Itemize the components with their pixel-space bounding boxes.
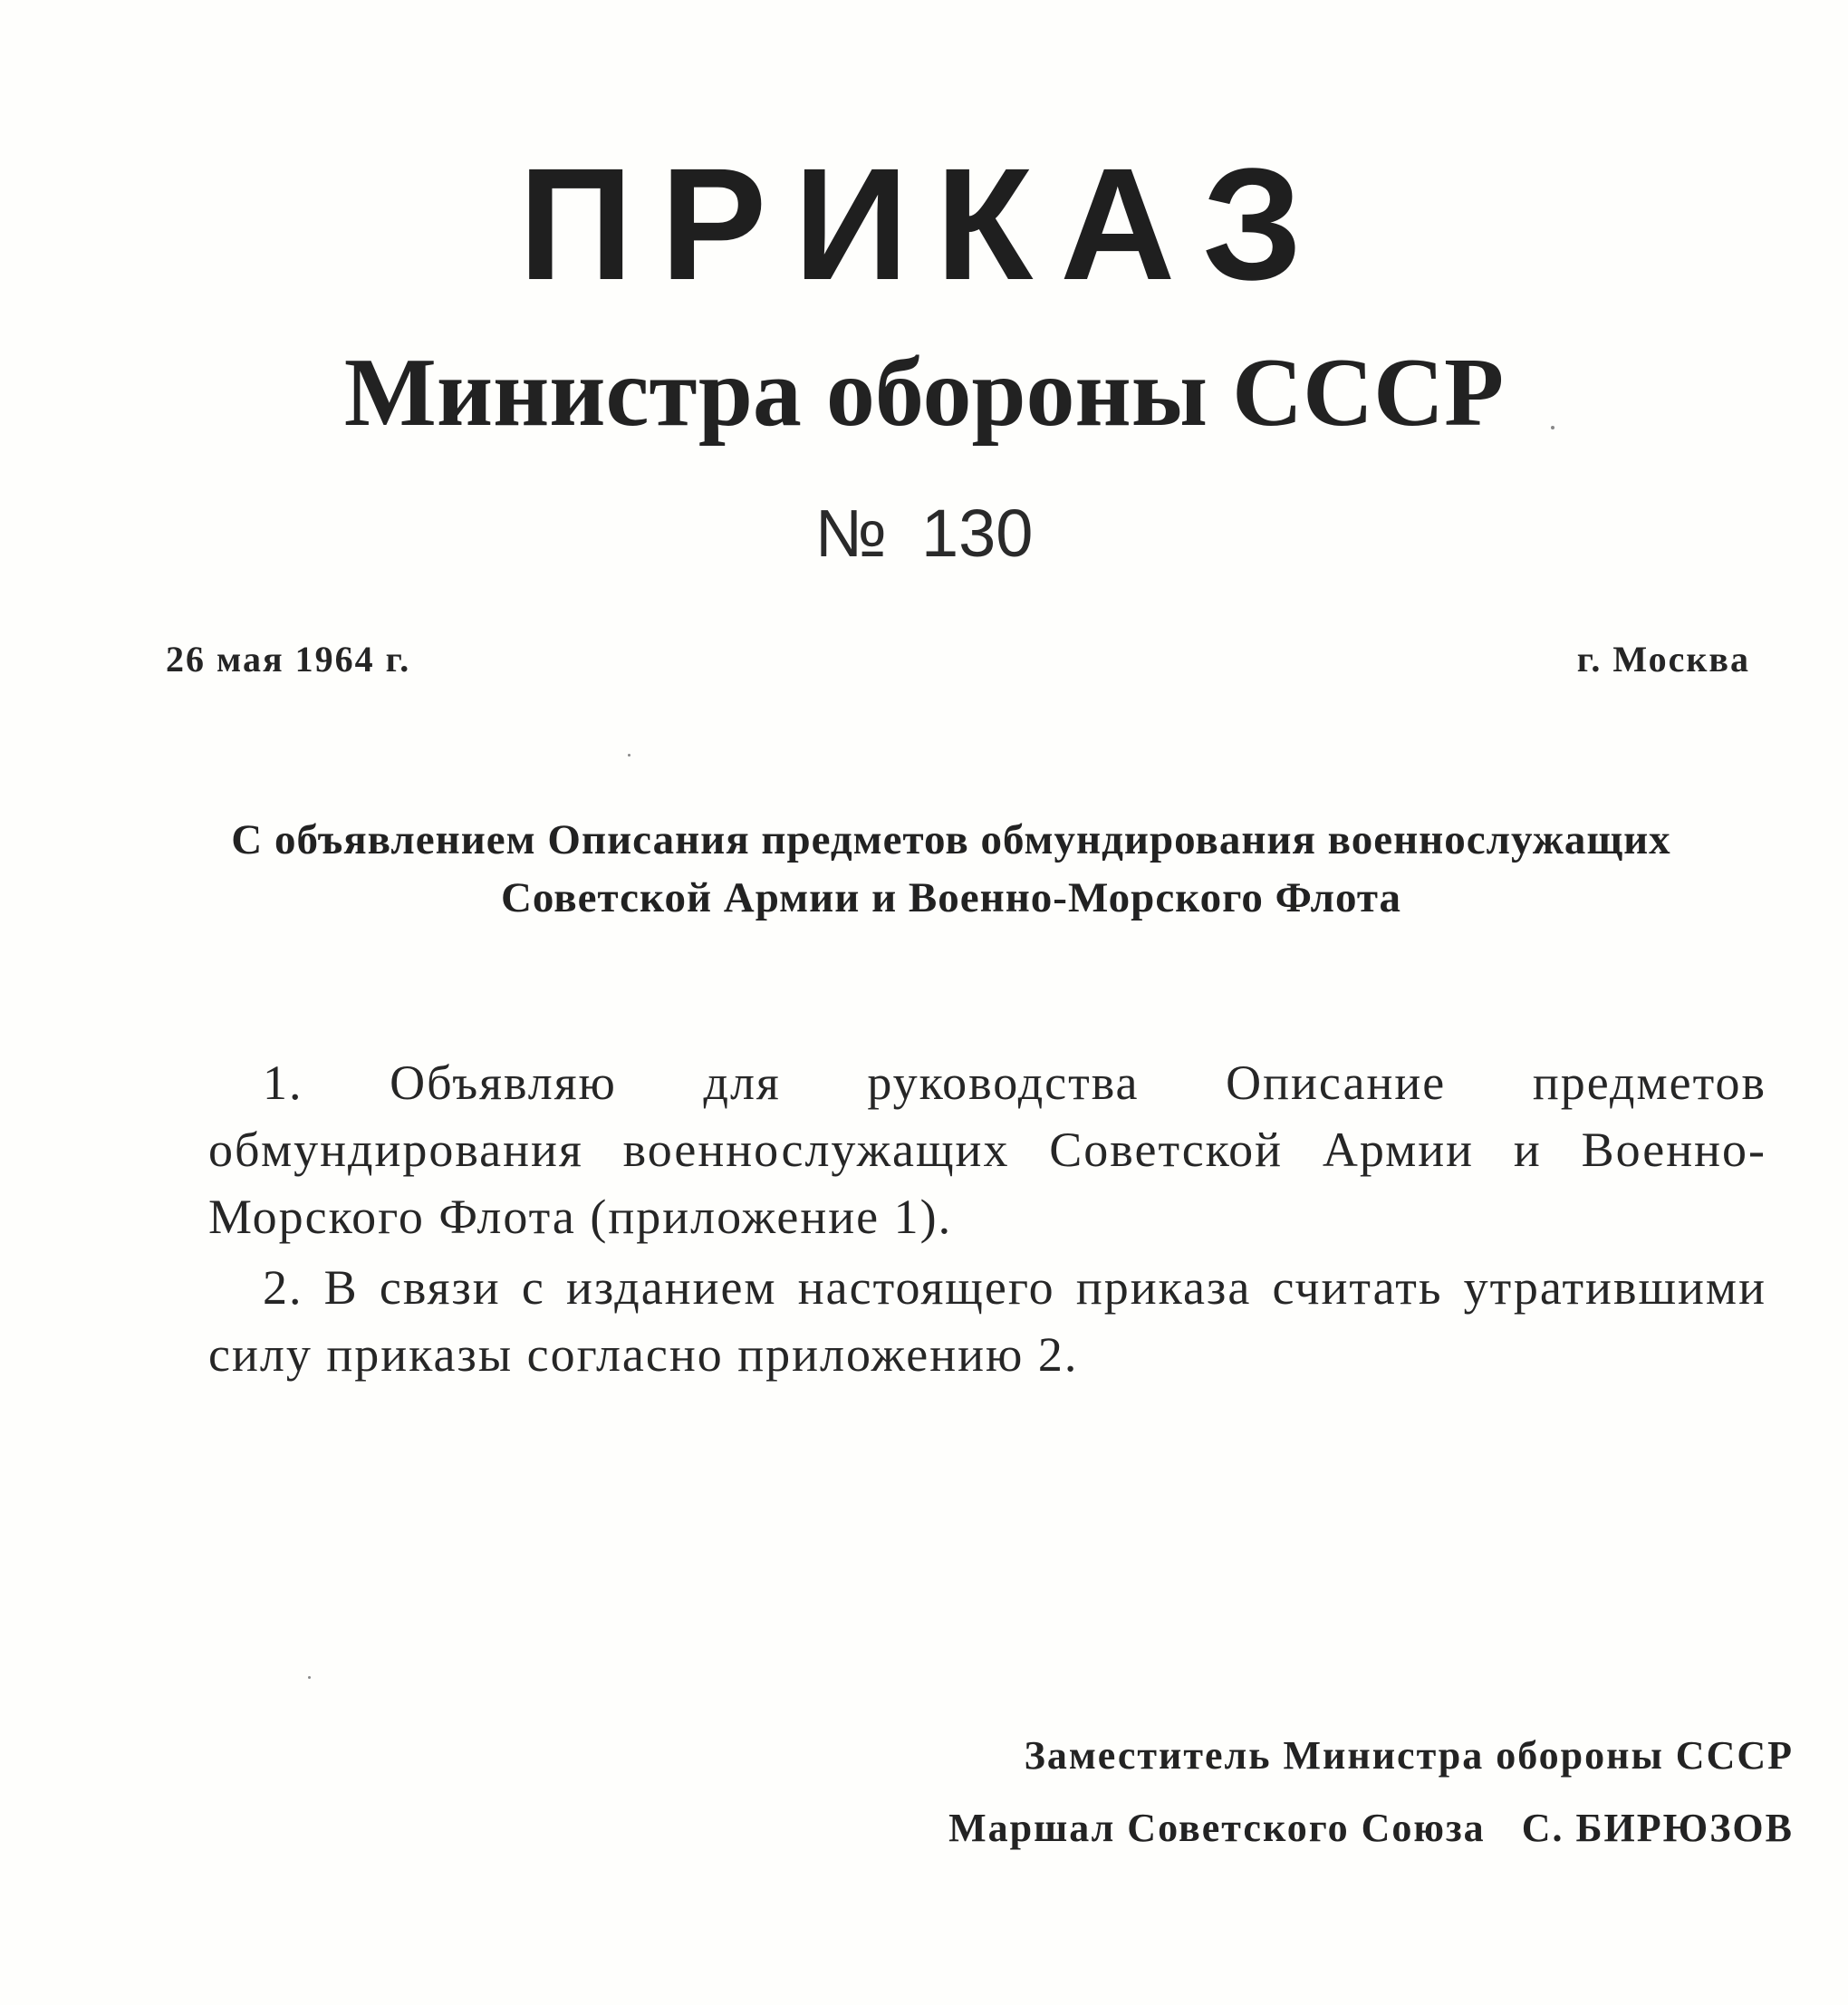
print-speck <box>628 754 630 757</box>
order-date: 26 мая 1964 г. <box>166 639 411 680</box>
signature-rank: Маршал Советского Союза <box>948 1806 1486 1850</box>
order-body <box>208 1049 1766 1388</box>
number-sign: № <box>814 496 887 571</box>
order-place: г. Москва <box>1576 639 1750 680</box>
order-number <box>0 496 1848 571</box>
print-speck <box>308 1676 311 1679</box>
paragraph-1: 1. Объявляю для руководства Описание предметов обмундирования военнослужащих Советской Армии и Военно-Морского Флота (приложение 1). <box>208 1056 1766 1244</box>
signature-position: Заместитель Министра обороны СССР <box>1024 1733 1794 1778</box>
signature-rank-line <box>948 1792 1794 1865</box>
paragraph-2: 2. В связи с изданием настоящего приказа считать утратившими силу приказы согласно приложению 2. <box>208 1260 1766 1382</box>
signature-name: С. БИРЮЗОВ <box>1521 1806 1794 1850</box>
print-speck <box>1551 426 1554 429</box>
order-heading: С объявлением Описания предметов обмундирования военнослужащих Советской Армии и Военно-Морского Флота <box>231 816 1671 921</box>
document-title: ПРИКАЗ <box>518 136 1330 313</box>
document-subtitle: Министра обороны СССР <box>343 339 1505 447</box>
signature-block <box>948 1720 1794 1865</box>
number-value: 130 <box>920 496 1034 571</box>
